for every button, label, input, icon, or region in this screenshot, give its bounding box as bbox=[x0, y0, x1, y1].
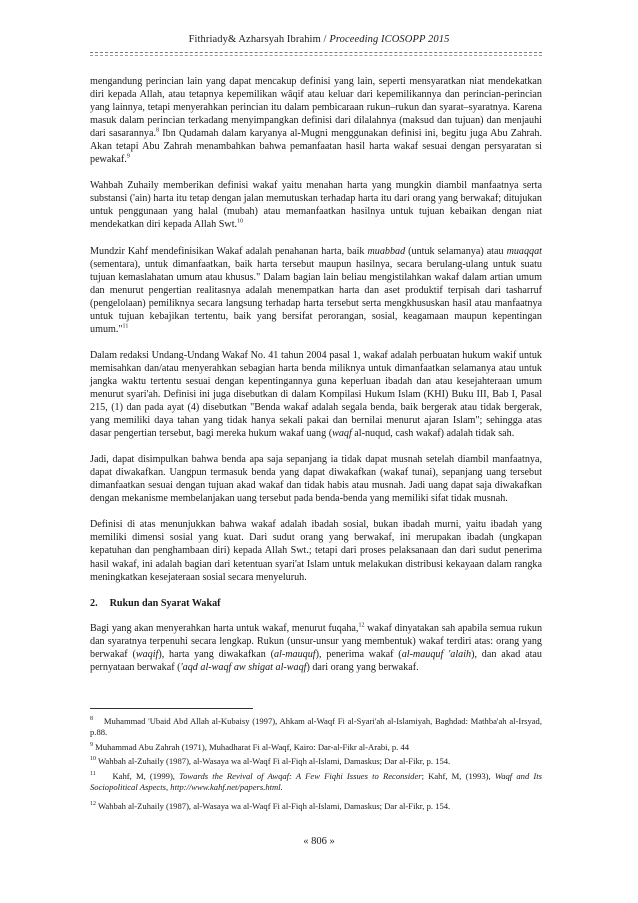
section-heading bbox=[90, 597, 542, 610]
footnote-9-number: 9 bbox=[90, 741, 93, 748]
footnote-11-number: 11 bbox=[90, 770, 96, 777]
paragraph-7 bbox=[90, 622, 542, 674]
footnote-ref-12[interactable]: 12 bbox=[358, 622, 365, 629]
footnotes bbox=[90, 716, 542, 816]
paragraph-5: Jadi, dapat disimpulkan bahwa benda apa saja sepanjang ia tidak dapat musnah setelah diambil manfaatnya, dapat diwakafkan. Uangpun termasuk benda yang dapat diwakafkan (wakaf tunai), sepanjang uang tersebut dimanfaatkan sesuai dengan tujuan akad wakaf dan tidak habis atau musnah. Jadi uang dapat saja diwakafkan dengan mekanisme membelanjakan uang tersebut pada benda-benda yang memiliki sifat tidak musnah. bbox=[90, 454, 542, 505]
paragraph-1 bbox=[90, 75, 542, 166]
paragraph-1-text-continued: Ibn Qudamah dalam karyanya al-Mugni menggunakan definisi ini, begitu juga Abu Zahrah. Akan tetapi Abu Zahrah menambahkan bahwa pemanfaatan hasil harta wakaf sesuai dengan persyaratan si pewakaf. bbox=[90, 128, 542, 166]
footnote-12-text: Wahbah al-Zuhaily (1987), al-Wasaya wa al-Waqf Fi al-Fiqh al-Islami, Damaskus; Dar al-Fikr, p. 154. bbox=[96, 801, 451, 812]
footnote-11-text-b: ; Kahf, M, (1993), bbox=[421, 770, 495, 781]
footnote-11-title-2: Waqf and Its Sociopolitical Aspects bbox=[90, 770, 543, 793]
term-waqf: waqf bbox=[332, 428, 352, 440]
footnote-11 bbox=[90, 771, 542, 794]
footnote-8 bbox=[90, 716, 542, 739]
paragraph-3-text-b: (untuk selamanya) atau bbox=[405, 245, 507, 257]
footnote-ref-11[interactable]: 11 bbox=[122, 323, 129, 330]
paragraph-7-text-e: ), dan akad atau pernyataan berwakaf ( bbox=[90, 648, 542, 673]
paragraph-7-text: Bagi yang akan menyerahkan harta untuk wakaf, menurut fuqaha, bbox=[90, 622, 359, 634]
paragraph-4 bbox=[90, 349, 542, 440]
footnote-ref-10[interactable]: 10 bbox=[237, 219, 244, 226]
term-muaqqat: muaqqat bbox=[506, 245, 542, 257]
paragraph-6: Definisi di atas menunjukkan bahwa wakaf adalah ibadah sosial, bukan ibadah murni, yaitu ibadah yang memiliki dimensi sosial yang kuat. Dari sudut orang yang berwakaf, ini merupakan ibadah (ungkapan kepatuhan dan penghambaan diri) kepada Allah Swt.; tetapi dari proses pelaksanaan dan dari sudut penerima hasil wakaf, ini adalah bagian dari ketentuan syari'at Islam untuk melakukan distribusi kekayaan dalam rangka meningkatkan kesejateraan sosial secara menyeluruh. bbox=[90, 519, 542, 583]
footnote-11-text-c: , bbox=[165, 782, 171, 793]
footnote-10-text: Wahbah al-Zuhaily (1987), al-Wasaya wa al-Waqf Fi al-Fiqh al-Islami, Damaskus; Dar al-Fikr, p. 154. bbox=[96, 756, 451, 767]
paragraph-4-text: Dalam redaksi Undang-Undang Wakaf No. 41 tahun 2004 pasal 1, wakaf adalah perbuatan hukum wakif untuk memisahkan dan/atau menyerahkan sebagian harta benda miliknya untuk dimanfaatkan selamanya atau untuk jangka waktu tertentu sesuai dengan kepentingannya guna keperluan ibadah dan atau kesejahteraan umum menurut syari'ah. Definisi ini juga disebutkan di dalam Kompilasi Hukum Islam (KHI) Buku III, Bab I, Pasal 215, (1) dan pada ayat (4) disebutkan "Benda wakaf adalah segala benda, baik bergerak atau tidak bergerak, yang memiliki daya tahan yang tidak hanya sekali pakai dan bernilai menurut ajaran Islam"; sehingga atas dasar pengertian tersebut, bagi mereka hukum wakaf uang ( bbox=[90, 349, 542, 440]
header-divider-secondary bbox=[90, 55, 542, 56]
footnote-8-number: 8 bbox=[90, 716, 93, 723]
footnote-12 bbox=[90, 801, 542, 812]
term-al-mauquf-alaih: al-mauquf 'alaih bbox=[401, 648, 472, 660]
footnote-9 bbox=[90, 742, 542, 753]
footnote-10 bbox=[90, 756, 542, 767]
footnote-separator bbox=[90, 708, 253, 709]
paragraph-7-text-c: ), harta yang diwakafkan ( bbox=[158, 648, 274, 660]
header-proceeding: Proceeding ICOSOPP 2015 bbox=[329, 34, 450, 45]
term-muabbad: muabbad bbox=[367, 245, 406, 257]
paragraph-3-text: Mundzir Kahf mendefinisikan Wakaf adalah penahanan harta, baik bbox=[90, 245, 368, 257]
footnote-ref-9[interactable]: 9 bbox=[126, 153, 130, 160]
section-title: Rukun dan Syarat Wakaf bbox=[109, 597, 221, 609]
footnote-8-text: Muhammad 'Ubaid Abd Allah al-Kubaisy (1997), Ahkam al-Waqf Fi al-Syari'ah al-Islamiyah, Baghdad: Mathba'ah al-Irsyad, p.88. bbox=[90, 716, 543, 738]
page-header bbox=[0, 34, 638, 45]
body-text bbox=[90, 75, 542, 687]
paragraph-3-text-c: (sementara), untuk dimanfaatkan, baik harta tersebut maupun hasilnya, secara berulang-ulang untuk suatu tujuan kemaslahatan umum atau khusus." Dalam bagian lain beliau mengistilahkan wakaf dalam artian umum dan menurut pengertian realitasnya adalah menempatkan harta dan aset produktif terpisah dari tasharruf (pengelolaan) pemiliknya secara langsung terhadap harta tersebut serta mengkhususkan hasil atau manfaatnya untuk tujuan kebajikan tertentu, baik yang bersifat perorangan, sosial, keagamaan maupun kepentingan umum." bbox=[90, 258, 542, 335]
term-aqd-al-waqf: 'aqd al-waqf aw shigat al-waqf bbox=[180, 661, 307, 673]
paragraph-7-text-d: ), penerima wakaf ( bbox=[315, 648, 402, 660]
footnote-11-text: Kahf, M, (1999), bbox=[112, 770, 180, 781]
paragraph-7-text-b: wakaf dinyatakan sah apabila semua rukun dan syaratnya terpenuhi secara lengkap. Rukun (unsur-unsur yang membentuk) wakaf terdiri atas: orang yang berwakaf ( bbox=[90, 622, 543, 660]
section-number: 2. bbox=[90, 597, 98, 609]
paragraph-1-text: mengandung perincian lain yang dapat mencakup definisi yang lain, seperti mensyaratkan niat mendekatkan diri kepada Allah, atau tetapnya kepemilikan wâqif atau keluar dari kepemilikannya dan perincian-perincian yang lainnya, tetapi menyerahkan perincian itu dalam pembicaraan rukun–rukun dan syarat–syaratnya. Karena masuk dalam perincian terkadang menyimpangkan definisi dari dilalahnya (maksud dan tujuan) dan menjauhi dari sasarannya. bbox=[90, 76, 542, 140]
term-waqif: waqif bbox=[135, 648, 159, 660]
header-authors: Fithriady& Azharsyah Ibrahim / bbox=[188, 34, 330, 45]
footnote-9-text: Muhammad Abu Zahrah (1971), Muhadharat Fi al-Waqf, Kairo: Dar-al-Fikr al-Arabi, p. 44 bbox=[93, 741, 410, 752]
paragraph-4-text-b: al-nuqud, cash wakaf) adalah tidak sah. bbox=[351, 428, 515, 440]
footnote-11-title-1: Towards the Revival of Awqaf: A Few Fiqhi Issues to Reconsider bbox=[179, 770, 422, 781]
footnote-11-link[interactable]: http://www.kahf.net/papers.html. bbox=[170, 782, 283, 793]
paragraph-2-text: Wahbah Zuhaily memberikan definisi wakaf yaitu menahan harta yang mungkin diambil manfaatnya serta substansi ('ain) harta itu tetap dengan jalan memutuskan terhadap harta itu dari orang yang berwakaf; ditujukan untuk penggunaan yang halal (mubah) atau memanfaatkan hasilnya untuk tujuan kebaikan dengan niat mendekatkan diri kepada Allah Swt. bbox=[90, 180, 542, 231]
header-divider bbox=[90, 52, 542, 53]
term-al-mauquf: al-mauquf bbox=[273, 648, 316, 660]
paragraph-3 bbox=[90, 245, 542, 336]
paragraph-7-text-f: ) dari orang yang berwakaf. bbox=[306, 661, 419, 673]
page-number: « 806 » bbox=[303, 836, 335, 847]
footnote-10-number: 10 bbox=[90, 756, 96, 763]
footnote-12-number: 12 bbox=[90, 801, 96, 808]
paragraph-2 bbox=[90, 179, 542, 231]
footnote-ref-8[interactable]: 8 bbox=[155, 127, 159, 134]
